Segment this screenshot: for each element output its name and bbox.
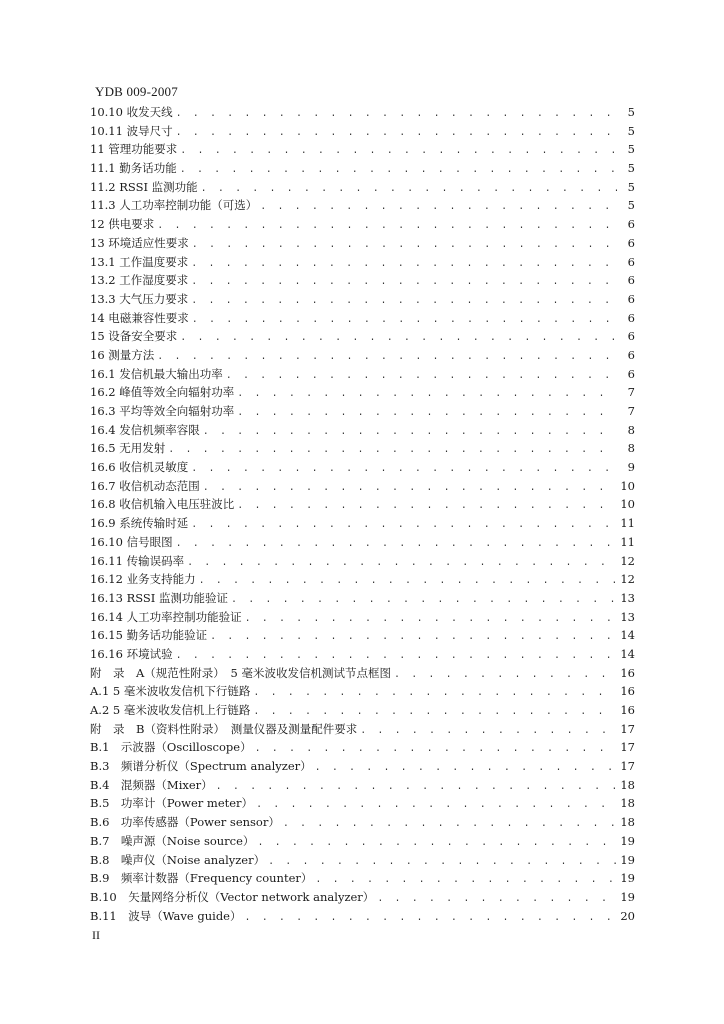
toc-leader-dots — [360, 723, 616, 742]
toc-entry[interactable] — [90, 682, 635, 701]
toc-entry[interactable] — [90, 402, 635, 421]
toc-leader-dots — [187, 555, 616, 574]
toc-entry[interactable] — [90, 608, 635, 627]
toc-entry-page: 18 — [620, 815, 635, 830]
toc-leader-dots — [192, 237, 617, 256]
toc-entry-title: 16.10 信号眼图 — [90, 534, 173, 549]
toc-entry-title: B.6 功率传感器（Power sensor） — [90, 815, 280, 830]
toc-entry-page: 5 — [627, 105, 635, 119]
toc-entry[interactable] — [90, 495, 635, 514]
toc-entry-page: 7 — [627, 404, 635, 418]
toc-entry[interactable] — [90, 645, 635, 664]
toc-leader-dots — [237, 498, 616, 517]
toc-entry-title: 16.11 传输误码率 — [90, 553, 185, 568]
toc-leader-dots — [245, 611, 617, 630]
toc-leader-dots — [260, 199, 617, 218]
toc-leader-dots — [180, 143, 617, 162]
toc-entry-page: 6 — [627, 310, 635, 325]
toc-leader-dots — [283, 816, 617, 835]
toc-entry-title: 12 供电要求 — [90, 217, 155, 232]
toc-entry[interactable] — [90, 122, 635, 141]
toc-entry-page: 16 — [620, 684, 635, 699]
toc-entry[interactable] — [90, 813, 635, 832]
toc-entry[interactable] — [90, 383, 635, 402]
toc-entry[interactable] — [90, 271, 635, 290]
toc-entry-title: 16 测量方法 — [90, 347, 155, 362]
toc-leader-dots — [176, 106, 617, 125]
toc-entry-title: 13.2 工作湿度要求 — [90, 273, 189, 288]
toc-entry[interactable] — [90, 533, 635, 552]
toc-leader-dots — [191, 461, 617, 480]
toc-entry-page: 19 — [620, 889, 635, 904]
toc-leader-dots — [216, 779, 617, 798]
toc-entry[interactable] — [90, 757, 635, 776]
toc-entry-title: 16.8 收信机输入电压驻波比 — [90, 497, 235, 512]
toc-entry-title: B.8 噪声仪（Noise analyzer） — [90, 852, 266, 867]
toc-entry-title: B.9 频率计数器（Frequency counter） — [90, 871, 313, 886]
toc-leader-dots — [192, 312, 617, 331]
toc-entry[interactable] — [90, 570, 635, 589]
toc-entry-title: B.4 混频器（Mixer） — [90, 777, 213, 792]
toc-entry[interactable] — [90, 720, 635, 739]
toc-leader-dots — [201, 181, 617, 200]
toc-leader-dots — [203, 480, 617, 499]
toc-entry-page: 5 — [627, 161, 635, 176]
toc-entry-page: 6 — [627, 217, 635, 232]
toc-leader-dots — [253, 685, 616, 704]
toc-entry-title: 13.3 大气压力要求 — [90, 291, 189, 306]
toc-entry-page: 12 — [620, 553, 635, 568]
toc-entry-title: 11 管理功能要求 — [90, 142, 178, 157]
toc-entry[interactable] — [90, 327, 635, 346]
toc-entry-title: 16.2 峰值等效全向辐射功率 — [90, 385, 235, 400]
toc-entry[interactable] — [90, 458, 635, 477]
toc-entry[interactable] — [90, 290, 635, 309]
toc-leader-dots — [268, 854, 616, 873]
toc-leader-dots — [256, 797, 616, 816]
toc-entry-page: 19 — [620, 871, 635, 886]
toc-entry[interactable] — [90, 664, 635, 683]
toc-entry[interactable] — [90, 215, 635, 234]
toc-entry-title: 16.9 系统传输时延 — [90, 516, 189, 531]
toc-entry-title: 16.3 平均等效全向辐射功率 — [90, 404, 235, 418]
toc-leader-dots — [245, 910, 617, 929]
toc-entry-title: B.3 频谱分析仪（Spectrum analyzer） — [90, 759, 312, 774]
toc-entry-title: 附 录 A（规范性附录） 5 毫米波收发信机测试节点框图 — [90, 665, 392, 680]
toc-entry-title: 11.2 RSSI 监测功能 — [90, 179, 198, 194]
toc-entry-title: 16.16 环境试验 — [90, 646, 173, 661]
toc-entry[interactable] — [90, 738, 635, 757]
toc-entry-page: 19 — [620, 852, 635, 867]
toc-entry[interactable] — [90, 196, 635, 215]
toc-entry[interactable] — [90, 234, 635, 253]
toc-entry-page: 16 — [620, 703, 635, 717]
toc-entry-page: 9 — [627, 460, 635, 475]
toc-entry-page: 6 — [627, 273, 635, 288]
toc-entry-page: 17 — [620, 740, 635, 755]
toc-entry[interactable] — [90, 103, 635, 122]
toc-entry-page: 6 — [627, 254, 635, 269]
toc-leader-dots — [226, 368, 617, 387]
toc-entry[interactable] — [90, 888, 635, 907]
toc-entry-page: 14 — [620, 646, 635, 661]
toc-entry-page: 11 — [620, 516, 635, 531]
toc-entry-title: 11.3 人工功率控制功能（可选） — [90, 198, 258, 213]
document-id: YDB 009-2007 — [95, 84, 178, 99]
toc-entry-page: 10 — [620, 497, 635, 512]
toc-entry[interactable] — [90, 552, 635, 571]
toc-entry[interactable] — [90, 832, 635, 851]
toc-entry[interactable] — [90, 626, 635, 645]
toc-entry-page: 6 — [627, 347, 635, 362]
toc-entry[interactable] — [90, 309, 635, 328]
toc-leader-dots — [191, 293, 617, 312]
toc-entry-title: B.1 示波器（Oscilloscope） — [90, 740, 252, 755]
toc-entry-title: 16.14 人工功率控制功能验证 — [90, 609, 242, 624]
toc-entry[interactable] — [90, 776, 635, 795]
toc-entry[interactable] — [90, 159, 635, 178]
toc-entry-page: 17 — [620, 721, 635, 736]
toc-entry-page: 19 — [620, 833, 635, 848]
toc-entry-page: 6 — [627, 235, 635, 250]
toc-entry[interactable] — [90, 477, 635, 496]
toc-leader-dots — [180, 162, 617, 181]
toc-entry-title: 10.11 波导尺寸 — [90, 123, 173, 138]
toc-entry-title: 13 环境适应性要求 — [90, 235, 189, 250]
toc-entry-title: A.2 5 毫米波收发信机上行链路 — [90, 703, 251, 717]
toc-entry-page: 16 — [620, 665, 635, 680]
toc-leader-dots — [191, 256, 617, 275]
toc-leader-dots — [157, 218, 617, 237]
toc-entry-page: 17 — [620, 759, 635, 774]
toc-entry-title: 14 电磁兼容性要求 — [90, 310, 189, 325]
toc-entry-title: 16.7 收信机动态范围 — [90, 478, 200, 493]
toc-entry-page: 8 — [627, 441, 635, 456]
toc-entry-title: 16.6 收信机灵敏度 — [90, 460, 189, 475]
toc-leader-dots — [237, 386, 617, 405]
toc-entry-title: B.7 噪声源（Noise source） — [90, 833, 255, 848]
toc-entry[interactable] — [90, 869, 635, 888]
toc-entry-page: 6 — [627, 366, 635, 381]
toc-leader-dots — [237, 405, 617, 424]
toc-entry-title: B.11 波导（Wave guide） — [90, 908, 242, 923]
toc-entry-page: 10 — [620, 478, 635, 493]
toc-entry-page: 5 — [627, 123, 635, 138]
toc-entry-page: 5 — [627, 179, 635, 194]
toc-entry-page: 6 — [627, 329, 635, 344]
toc-entry[interactable] — [90, 365, 635, 384]
toc-leader-dots — [191, 274, 617, 293]
toc-entry[interactable] — [90, 851, 635, 870]
toc-entry-page: 13 — [620, 609, 635, 624]
toc-leader-dots — [315, 760, 617, 779]
toc-entry-title: 11.1 勤务话功能 — [90, 161, 177, 176]
toc-entry[interactable] — [90, 178, 635, 197]
toc-entry-page: 20 — [620, 908, 635, 923]
toc-entry[interactable] — [90, 589, 635, 608]
toc-leader-dots — [191, 517, 616, 536]
toc-entry[interactable] — [90, 794, 635, 813]
toc-leader-dots — [176, 536, 617, 555]
toc-entry[interactable] — [90, 140, 635, 159]
page-number: II — [92, 928, 100, 942]
toc-entry[interactable] — [90, 346, 635, 365]
toc-entry-page: 5 — [627, 142, 635, 157]
toc-entry-title: 16.12 业务支持能力 — [90, 572, 196, 587]
toc-entry[interactable] — [90, 907, 635, 926]
toc-entry-page: 7 — [627, 385, 635, 400]
toc-entry-title: 16.1 发信机最大输出功率 — [90, 366, 223, 381]
toc-entry-page: 13 — [620, 590, 635, 605]
toc-entry-title: 13.1 工作温度要求 — [90, 254, 189, 269]
toc-entry[interactable] — [90, 701, 635, 720]
toc-entry[interactable] — [90, 253, 635, 272]
toc-entry-page: 8 — [627, 422, 635, 437]
toc-entry-title: 15 设备安全要求 — [90, 329, 178, 344]
toc-entry-title: 16.13 RSSI 监测功能验证 — [90, 590, 228, 605]
toc-leader-dots — [203, 424, 617, 443]
toc-leader-dots — [168, 442, 617, 461]
toc-leader-dots — [176, 125, 617, 144]
toc-entry-page: 18 — [620, 796, 635, 811]
toc-entry-title: 16.4 发信机频率容限 — [90, 422, 200, 437]
toc-entry[interactable] — [90, 514, 635, 533]
toc-entry-page: 6 — [627, 291, 635, 306]
toc-leader-dots — [157, 349, 617, 368]
toc-entry-title: 16.15 勤务话功能验证 — [90, 628, 208, 643]
toc-entry[interactable] — [90, 421, 635, 440]
toc-entry-page: 12 — [620, 572, 635, 587]
toc-entry-title: 附 录 B（资料性附录） 测量仪器及测量配件要求 — [90, 721, 358, 736]
toc-entry-title: B.5 功率计（Power meter） — [90, 796, 254, 811]
toc-leader-dots — [394, 667, 616, 686]
toc-leader-dots — [377, 891, 616, 910]
toc-entry-page: 14 — [620, 628, 635, 643]
toc-entry-title: B.10 矢量网络分析仪（Vector network analyzer） — [90, 889, 375, 904]
toc-leader-dots — [210, 629, 616, 648]
toc-entry-page: 5 — [627, 198, 635, 213]
table-of-contents — [90, 103, 635, 925]
toc-leader-dots — [199, 573, 617, 592]
toc-entry-page: 18 — [620, 777, 635, 792]
toc-entry-title: A.1 5 毫米波收发信机下行链路 — [90, 684, 251, 699]
toc-leader-dots — [231, 592, 616, 611]
toc-entry-page: 11 — [620, 534, 635, 549]
toc-entry-title: 10.10 收发天线 — [90, 105, 173, 119]
toc-entry-title: 16.5 无用发射 — [90, 441, 166, 456]
toc-leader-dots — [257, 835, 616, 854]
toc-leader-dots — [180, 330, 617, 349]
toc-entry[interactable] — [90, 439, 635, 458]
